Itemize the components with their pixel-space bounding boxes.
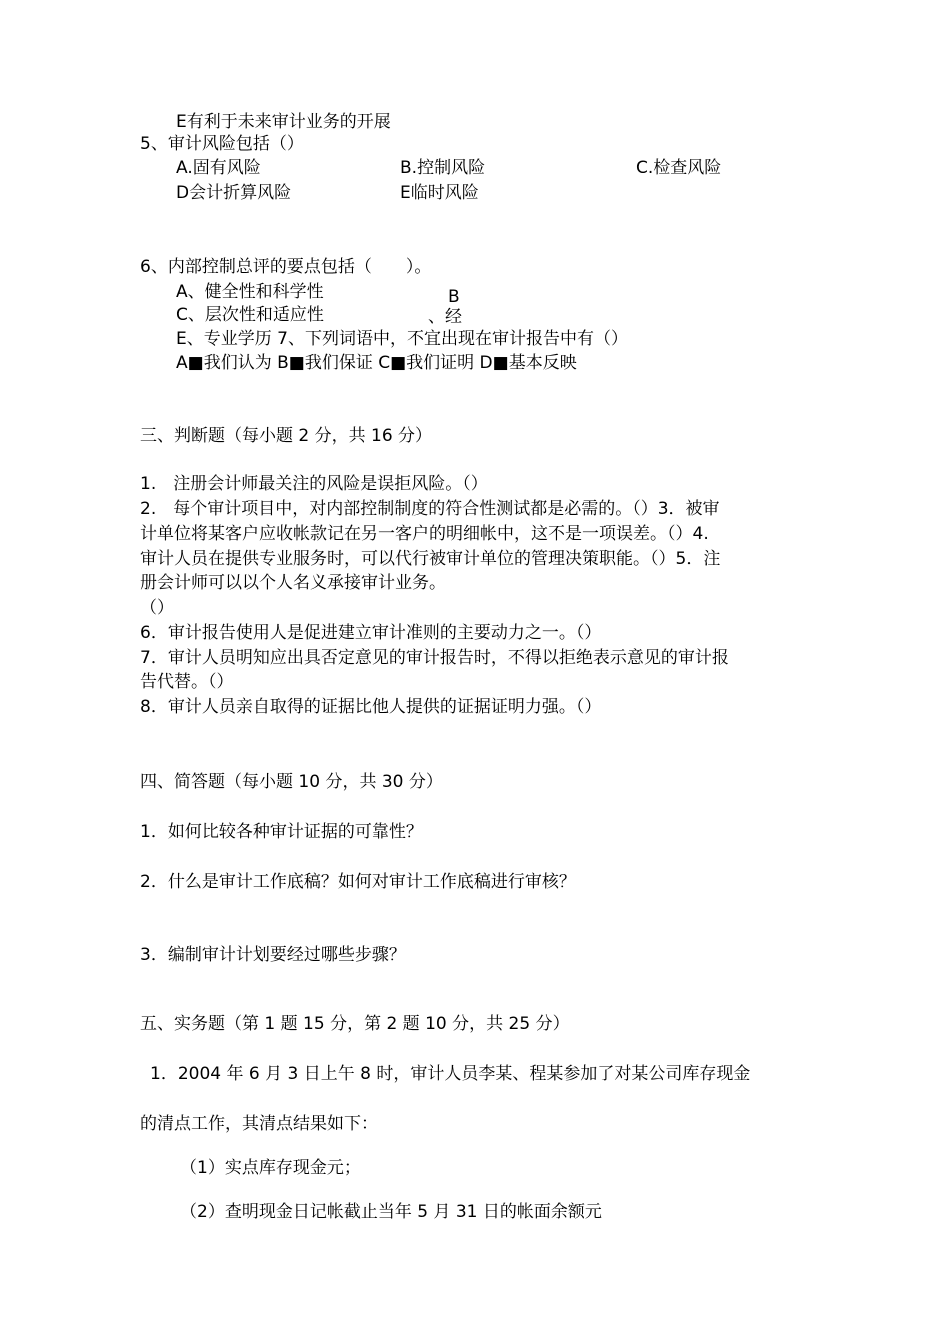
q6-option-c: C、层次性和适应性 [176,305,324,325]
section5-item-2: （2）查明现金日记帐截止当年 5 月 31 日的帐面余额元 [180,1202,602,1222]
q6-option-e-q7-stem: E、专业学历 7、下列词语中，不宜出现在审计报告中有（） [176,329,628,349]
q5-option-d: D会计折算风险 [176,183,292,203]
section5-title: 五、实务题（第 1 题 15 分，第 2 题 10 分，共 25 分） [140,1014,570,1034]
section3-line: 1. 注册会计师最关注的风险是误拒风险。（） [140,474,488,494]
section4-question-3: 3．编制审计计划要经过哪些步骤？ [140,945,406,965]
section3-title: 三、判断题（每小题 2 分，共 16 分） [140,426,433,446]
section5-problem1-line2: 的清点工作，其清点结果如下： [140,1114,378,1134]
section5-item-1: （1）实点库存现金元； [180,1158,361,1178]
section3-line: 6．审计报告使用人是促进建立审计准则的主要动力之一。（） [140,623,602,643]
q6-option-a: A、健全性和科学性 [176,282,324,302]
q5-option-c: C.检查风险 [636,158,722,178]
q5-option-b: B.控制风险 [400,158,486,178]
q5-stem: 5、审计风险包括（） [140,134,304,154]
section3-line: （） [140,598,174,618]
section5-problem1-line1: 1．2004 年 6 月 3 日上午 8 时，审计人员李某、程某参加了对某公司库存现金 [150,1064,751,1084]
section3-line: 计单位将某客户应收帐款记在另一客户的明细帐中，这不是一项误差。（）4. [140,524,709,544]
section3-line: 2. 每个审计项目中，对内部控制制度的符合性测试都是必需的。（）3．被审 [140,499,720,519]
section3-line: 审计人员在提供专业服务时，可以代行被审计单位的管理决策职能。（）5．注 [140,549,721,569]
q6-option-b: B [448,287,460,307]
section3-line: 册会计师可以以个人名义承接审计业务。 [140,573,446,593]
section4-title: 四、简答题（每小题 10 分，共 30 分） [140,772,443,792]
q4-option-e: E有利于未来审计业务的开展 [176,112,391,132]
section4-question-1: 1．如何比较各种审计证据的可靠性？ [140,822,423,842]
section3-line: 告代替。（） [140,672,234,692]
q6-option-d: 、经 [428,307,462,327]
section3-line: 7．审计人员明知应出具否定意见的审计报告时，不得以拒绝表示意见的审计报 [140,648,729,668]
section3-line: 8．审计人员亲自取得的证据比他人提供的证据证明力强。（） [140,697,602,717]
section4-question-2: 2．什么是审计工作底稿？如何对审计工作底稿进行审核？ [140,872,576,892]
q5-option-a: A.固有风险 [176,158,261,178]
q7-options: A■我们认为 B■我们保证 C■我们证明 D■基本反映 [176,353,577,373]
q6-stem: 6、内部控制总评的要点包括（ ）。 [140,257,432,277]
q5-option-e: E临时风险 [400,183,479,203]
